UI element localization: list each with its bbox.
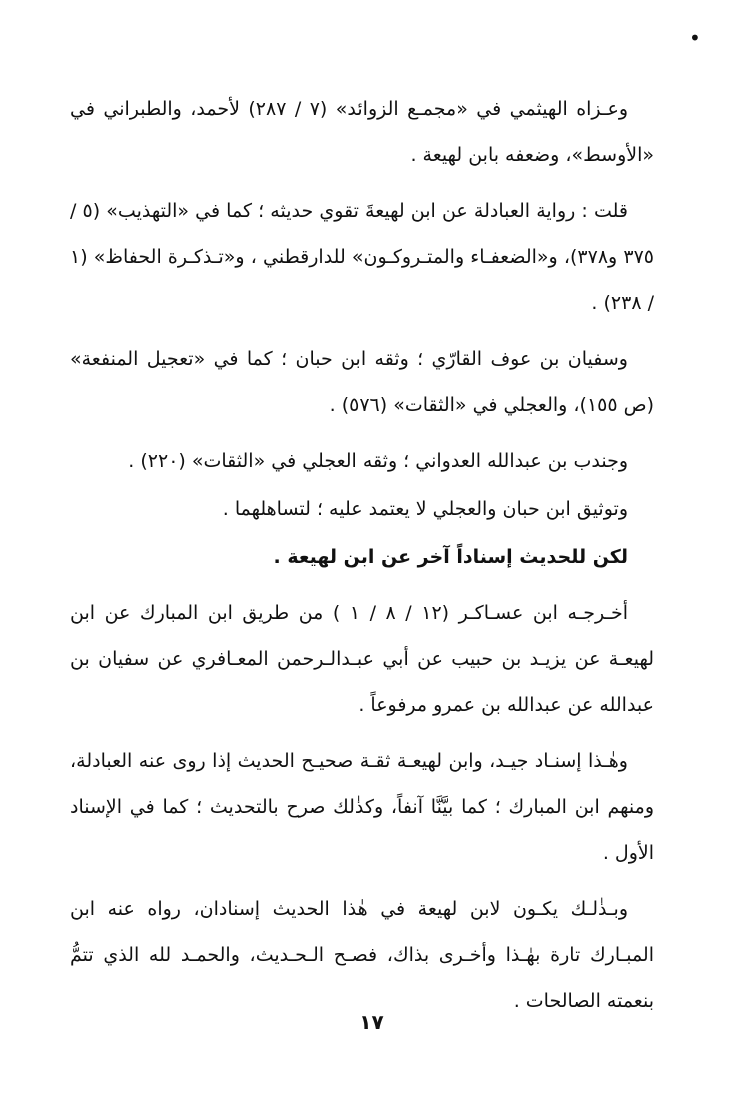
paragraph-tawthiq: وتوثيق ابن حبان والعجلي لا يعتمد عليه ؛ لتساهلهما .: [222, 498, 628, 520]
paragraph-another-isnad: لكن للحديث إسناداً آخر عن ابن لهيعة .: [273, 546, 628, 568]
paragraph-jundub: وجندب بن عبدالله العدواني ؛ وثقه العجلي في «الثقات» (٢٢٠) .: [128, 450, 628, 472]
paragraph-abadila: قلت : رواية العبادلة عن ابن لهيعةَ تقوي حديثه ؛ كما في «التهذيب» (٥ / ٣٧٥ و٣٧٨)، و«الضعفـاء والمتـروكـون» للدارقطني ، و«تـذكـرة الحفاظ» (١ / ٢٣٨) .: [70, 200, 654, 314]
paragraph-sufyan: وسفيان بن عوف القارّي ؛ وثقه ابن حبان ؛ كما في «تعجيل المنفعة» (ص ١٥٥)، والعجلي في «الثقات» (٥٧٦) .: [70, 348, 654, 416]
paragraph-conclusion: وبـذٰلـك يكـون لابن لهيعة في هٰذا الحديث إسنادان، رواه عنه ابن المبـارك تارة بهٰـذا وأخـرى بذاك، فصـح الـحـديث، والحمـد لله الذي تتمُّ بنعمته الصالحات .: [70, 898, 654, 1012]
paragraph-haythami: وعـزاه الهيثمي في «مجمـع الزوائد» (٧ / ٢٨٧) لأحمد، والطبراني في «الأوسط»، وضعفه بابن لهيعة .: [70, 98, 654, 166]
main-text: [70, 86, 654, 1034]
paragraph-isnad-jayyid: وهٰـذا إسنـاد جيـد، وابن لهيعـة ثقـة صحيـح الحديث إذا روى عنه العبادلة، ومنهم ابن المبارك ؛ كما بيَّنَّا آنفاً، وكذٰلك صرح بالتحديث ؛ كما في الإسناد الأول .: [70, 750, 654, 864]
bullet-mark: •: [689, 26, 701, 50]
page-number: ١٧: [359, 1010, 384, 1034]
paragraph-ibn-asakir: أخـرجـه ابن عسـاكـر (١٢ / ٨ / ١ ) من طريق ابن المبارك عن ابن لهيعـة عن يزيـد بن حبيب عن أبي عبـدالـرحمن المعـافري عن سفيان بن عبدالله عن عبدالله بن عمرو مرفوعاً .: [70, 602, 654, 716]
